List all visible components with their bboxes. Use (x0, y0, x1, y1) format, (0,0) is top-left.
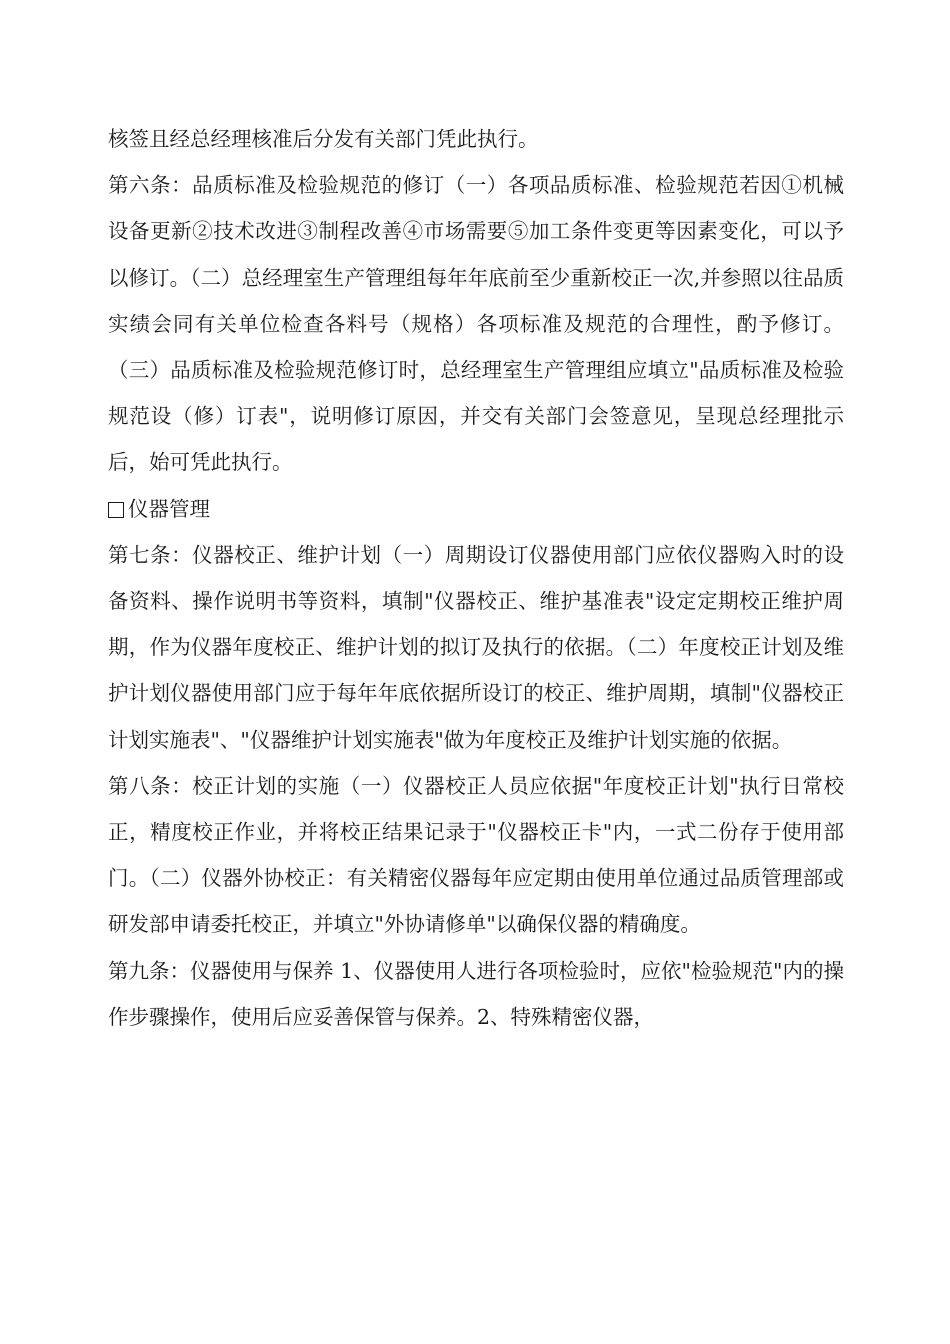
paragraph-article-6: 第六条：品质标准及检验规范的修订（一）各项品质标准、检验规范若因①机械设备更新②技术改进③制程改善④市场需要⑤加工条件变更等因素变化，可以予以修订。（二）总经理室生产管理组每年年底前至少重新校正一次,并参照以往品质实绩会同有关单位检查各料号（规格）各项标准及规范的合理性，酌予修订。（三）品质标准及检验规范修订时，总经理室生产管理组应填立"品质标准及检验规范设（修）订表"，说明修订原因，并交有关部门会签意见，呈现总经理批示后，始可凭此执行。 (108, 173, 844, 475)
document-body (108, 116, 844, 1040)
checkbox-icon (108, 502, 124, 518)
paragraph-article-9: 第九条：仪器使用与保养 1、仪器使用人进行各项检验时，应依"检验规范"内的操作步骤操作，使用后应妥善保管与保养。2、特殊精密仪器， (108, 958, 844, 1029)
section-heading (108, 486, 844, 532)
paragraph-article-8: 第八条：校正计划的实施（一）仪器校正人员应依据"年度校正计划"执行日常校正，精度校正作业，并将校正结果记录于"仪器校正卡"内，一式二份存于使用部门。（二）仪器外协校正：有关精密仪器每年应定期由使用单位通过品质管理部或研发部申请委托校正，并填立"外协请修单"以确保仪器的精确度。 (108, 773, 844, 937)
paragraph-continuation: 核签且经总经理核准后分发有关部门凭此执行。 (108, 127, 539, 151)
paragraph-article-7: 第七条：仪器校正、维护计划（一）周期设订仪器使用部门应依仪器购入时的设备资料、操作说明书等资料，填制"仪器校正、维护基准表"设定定期校正维护周期，作为仪器年度校正、维护计划的拟订及执行的依据。（二）年度校正计划及维护计划仪器使用部门应于每年年底依据所设订的校正、维护周期，填制"仪器校正计划实施表"、"仪器维护计划实施表"做为年度校正及维护计划实施的依据。 (108, 542, 844, 752)
section-heading-text: 仪器管理 (128, 496, 210, 521)
